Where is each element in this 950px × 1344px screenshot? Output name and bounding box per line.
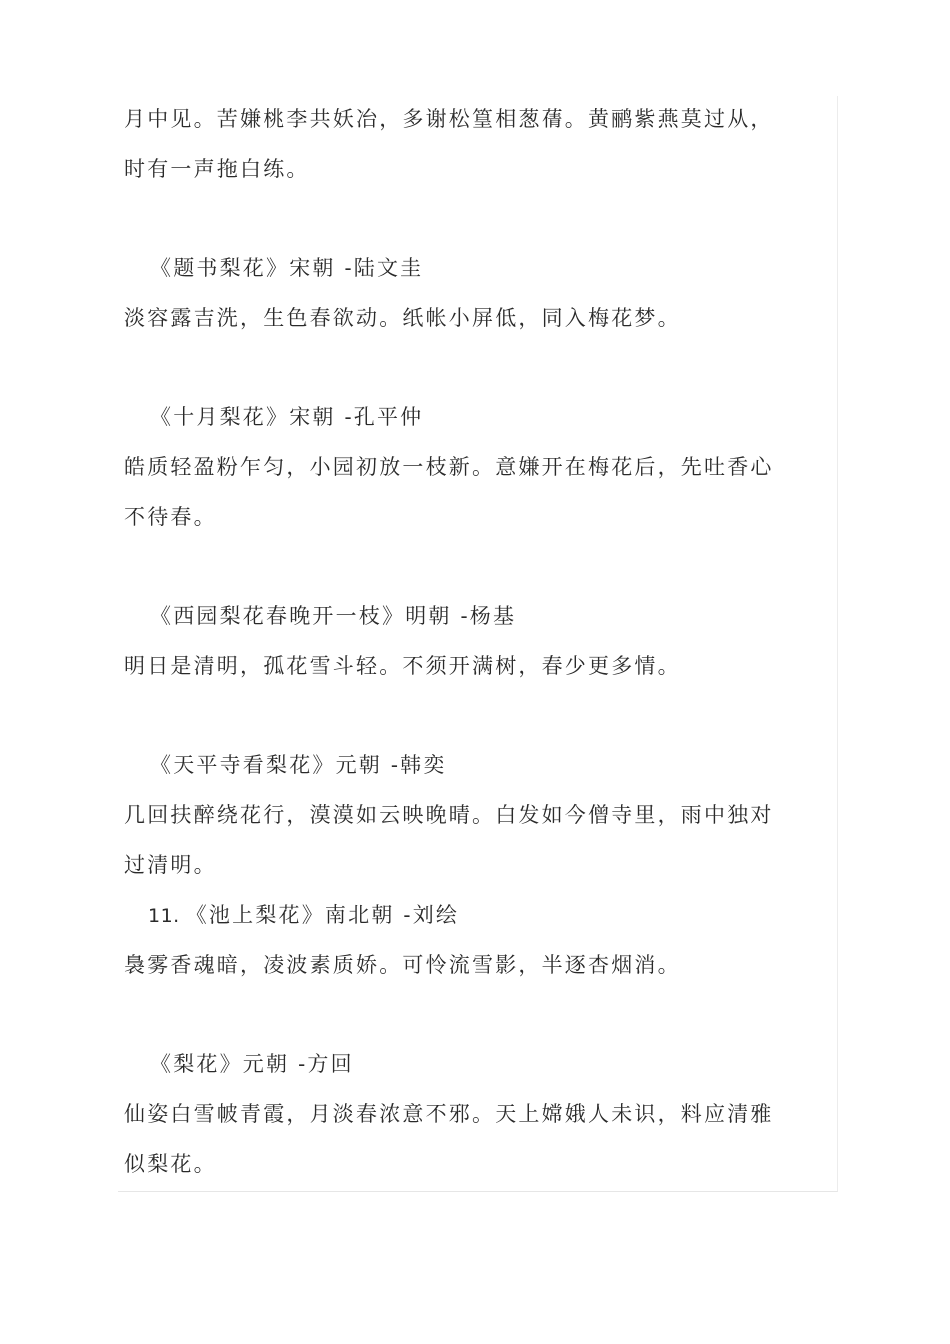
poem-line: 几回扶醉绕花行，漠漠如云映晚晴。白发如今僧寺里，雨中独对 xyxy=(124,803,774,827)
poem-line: 过清明。 xyxy=(124,853,217,877)
poem-line: 裊雾香魂暗，凌波素质娇。可怜流雪影，半逐杏烟消。 xyxy=(124,953,681,977)
poem-line: 不待春。 xyxy=(124,505,217,529)
poem-line: 时有一声拖白练。 xyxy=(124,157,310,181)
poem-title: 《天平寺看梨花》元朝 -韩奕 xyxy=(150,753,447,777)
poem-line: 似梨花。 xyxy=(124,1152,217,1176)
poem-title: 《题书梨花》宋朝 -陆文圭 xyxy=(150,256,424,280)
poem-number: 11. xyxy=(148,905,180,927)
poem-title: 《西园梨花春晚开一枝》明朝 -杨基 xyxy=(150,604,517,628)
poem-line: 明日是清明，孤花雪斗轻。不须开满树，春少更多情。 xyxy=(124,654,681,678)
poem-title: 《十月梨花》宋朝 -孔平仲 xyxy=(150,405,424,429)
poem-line: 淡容露吉洗，生色春欲动。纸帐小屏低，同入梅花梦。 xyxy=(124,306,681,330)
poem-line: 仙姿白雪帔青霞，月淡春浓意不邪。天上嫦娥人未识，料应清雅 xyxy=(124,1102,774,1126)
poem-line: 皓质轻盈粉乍匀，小园初放一枝新。意嫌开在梅花后，先吐香心 xyxy=(124,455,774,479)
poem-title: 《梨花》元朝 -方回 xyxy=(150,1052,354,1076)
poem-title xyxy=(148,900,459,931)
poem-line: 月中见。苦嫌桃李共妖冶，多谢松篁相葱蒨。黄鹂紫燕莫过从， xyxy=(124,107,774,131)
poem-title-text: 《池上梨花》南北朝 -刘绘 xyxy=(185,903,460,927)
